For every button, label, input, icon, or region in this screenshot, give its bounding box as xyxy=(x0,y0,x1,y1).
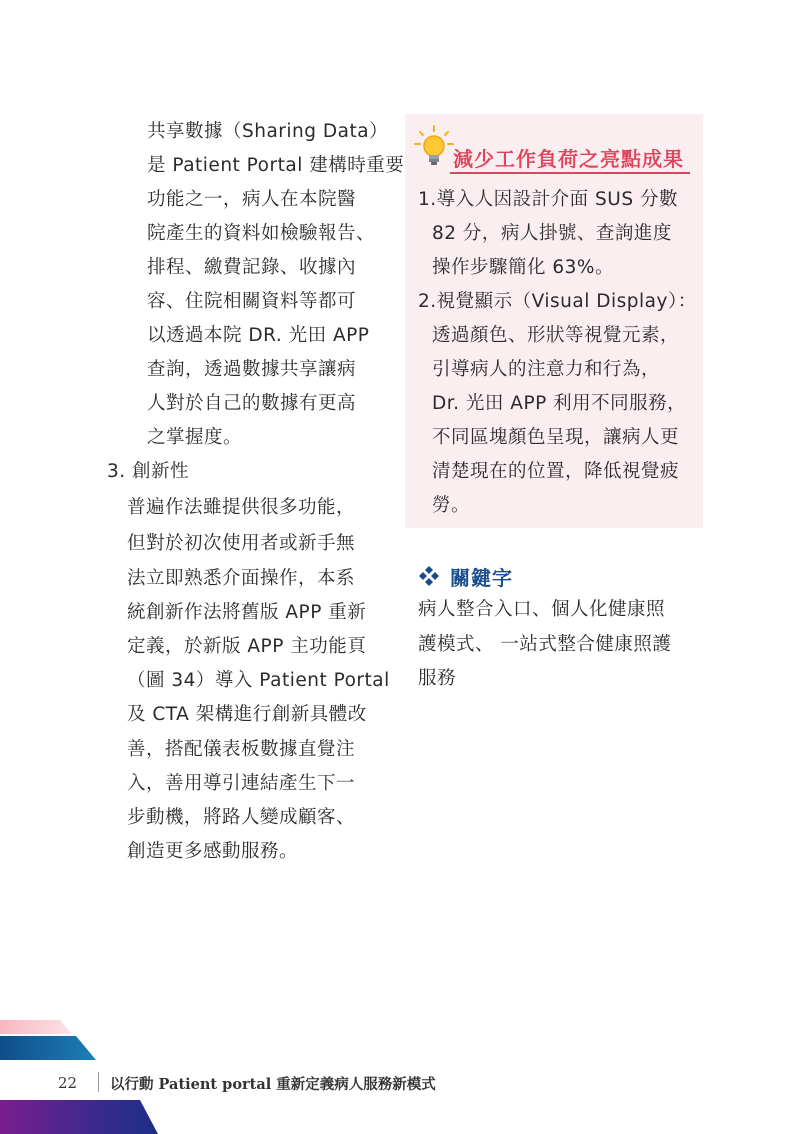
keywords-line: 服務 xyxy=(418,668,457,689)
item-heading: 3. 創新性 xyxy=(107,461,190,482)
paragraph-line: 排程、繳費記錄、收據內 xyxy=(147,257,357,278)
list-item-line: 勞。 xyxy=(432,495,471,516)
paragraph-line: 功能之一，病人在本院醫 xyxy=(147,189,357,210)
paragraph-line: （圖 34）導入 Patient Portal xyxy=(127,670,390,691)
paragraph-line: 善，搭配儀表板數據直覺注 xyxy=(127,739,356,760)
paragraph-line: 人對於自己的數據有更高 xyxy=(147,393,357,414)
list-item-line: 操作步驟簡化 63%。 xyxy=(432,257,615,278)
highlight-title-underline xyxy=(450,172,690,174)
keywords-line: 護模式、 一站式整合健康照護 xyxy=(418,634,672,655)
list-item-line: 透過顏色、形狀等視覺元素， xyxy=(432,325,680,346)
list-item-line: 2.視覺顯示（Visual Display）： xyxy=(418,291,697,312)
list-item-line: 清楚現在的位置，降低視覺疲 xyxy=(432,461,680,482)
list-item-line: 不同區塊顏色呈現，讓病人更 xyxy=(432,427,680,448)
list-item-line: 引導病人的注意力和行為， xyxy=(432,359,661,380)
footer-decoration xyxy=(0,1010,180,1134)
paragraph-line: 但對於初次使用者或新手無 xyxy=(127,533,356,554)
highlight-title: 減少工作負荷之亮點成果 xyxy=(453,147,684,171)
paragraph-line: 普遍作法雖提供很多功能， xyxy=(127,497,356,518)
paragraph-line: 統創新作法將舊版 APP 重新 xyxy=(127,602,367,623)
paragraph-line: 入，善用導引連結產生下一 xyxy=(127,773,356,794)
paragraph-line: 查詢，透過數據共享讓病 xyxy=(147,359,357,380)
lightbulb-icon xyxy=(412,124,456,170)
keywords-line: 病人整合入口、個人化健康照 xyxy=(418,599,666,620)
paragraph-line: 步動機，將路人變成顧客、 xyxy=(127,807,356,828)
paragraph-line: 法立即熟悉介面操作，本系 xyxy=(127,568,356,589)
paragraph-line: 是 Patient Portal 建構時重要 xyxy=(147,155,405,176)
paragraph-line: 容、住院相關資料等都可 xyxy=(147,291,357,312)
paragraph-line: 創造更多感動服務。 xyxy=(127,841,299,862)
paragraph-line: 之掌握度。 xyxy=(147,427,243,448)
paragraph-line: 定義，於新版 APP 主功能頁 xyxy=(127,636,367,657)
list-item-line: 1.導入人因設計介面 SUS 分數 xyxy=(418,189,678,210)
diamond-cluster-icon xyxy=(418,565,440,587)
footer-title: 以行動 Patient portal 重新定義病人服務新模式 xyxy=(110,1076,436,1093)
list-item-line: 82 分，病人掛號、查詢進度 xyxy=(432,223,672,244)
page-number: 22 xyxy=(58,1074,78,1092)
footer-divider xyxy=(98,1072,99,1092)
paragraph-line: 以透過本院 DR. 光田 APP xyxy=(147,325,370,346)
list-item-line: Dr. 光田 APP 利用不同服務， xyxy=(432,393,687,414)
paragraph-line: 院產生的資料如檢驗報告、 xyxy=(147,223,376,244)
paragraph-line: 共享數據（Sharing Data） xyxy=(147,121,389,142)
keywords-title: 關鍵字 xyxy=(450,566,513,590)
paragraph-line: 及 CTA 架構進行創新具體改 xyxy=(127,704,367,725)
